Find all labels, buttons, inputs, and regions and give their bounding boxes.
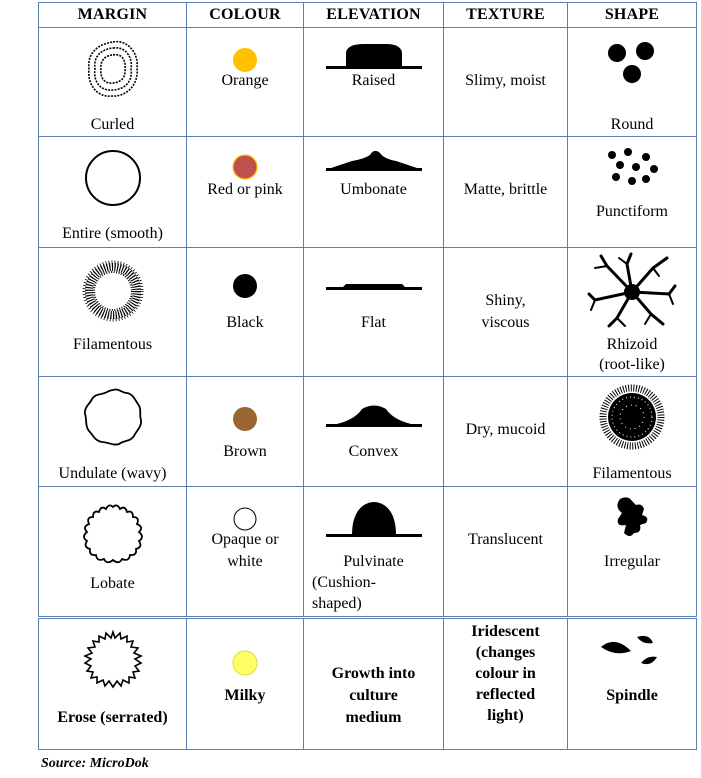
texture-label-line-2: viscous	[481, 314, 530, 331]
table-row	[39, 137, 697, 248]
punctiform-shape-icon	[602, 147, 662, 189]
header-shape: SHAPE	[568, 3, 697, 28]
shape-cell	[568, 377, 697, 487]
pulvinate-elevation-icon	[324, 497, 424, 539]
colour-label: Brown	[223, 443, 267, 460]
shape-label-line-2: (root-like)	[599, 356, 665, 373]
elevation-label-line-3: medium	[345, 709, 402, 726]
colour-cell	[187, 618, 304, 750]
colour-label-line-1: Opaque or	[211, 531, 279, 548]
texture-label-line-2: (changes	[475, 644, 536, 661]
shape-cell	[568, 618, 697, 750]
umbonate-elevation-icon	[324, 147, 424, 173]
texture-cell	[444, 487, 568, 618]
elevation-cell	[304, 618, 444, 750]
colour-cell	[187, 487, 304, 618]
colony-morphology-table	[38, 2, 697, 750]
margin-cell	[39, 487, 187, 618]
texture-label-line-1: Shiny,	[485, 292, 526, 309]
margin-label: Undulate (wavy)	[58, 465, 167, 482]
margin-cell	[39, 618, 187, 750]
texture-label-line-1: Iridescent	[471, 623, 540, 640]
margin-cell	[39, 377, 187, 487]
shape-label: Filamentous	[592, 465, 672, 482]
shape-label: Punctiform	[596, 203, 668, 220]
texture-cell	[444, 618, 568, 750]
elevation-label: Raised	[351, 72, 396, 89]
texture-label-line-4: reflected	[475, 686, 536, 703]
shape-label-line-1: Rhizoid	[606, 336, 658, 353]
colour-label: Red or pink	[207, 181, 283, 198]
curled-margin-icon	[83, 36, 143, 102]
colour-cell	[187, 377, 304, 487]
table-row	[39, 248, 697, 377]
round-shape-icon	[602, 38, 662, 88]
colour-label: Orange	[221, 72, 269, 89]
header-colour: COLOUR	[187, 3, 304, 28]
elevation-label-line-1: Pulvinate	[343, 553, 404, 570]
red-colony-icon	[231, 153, 259, 181]
elevation-cell	[304, 487, 444, 618]
filamentous-shape-icon	[597, 383, 667, 451]
elevation-label: Convex	[348, 443, 399, 460]
elevation-label-line-3: shaped)	[312, 595, 362, 612]
colour-label-line-2: white	[227, 553, 263, 570]
shape-cell	[568, 487, 697, 618]
colour-label: Milky	[224, 687, 266, 704]
texture-label: Dry, mucoid	[465, 421, 546, 438]
margin-label: Filamentous	[72, 336, 153, 353]
margin-cell	[39, 248, 187, 377]
elevation-label-line-2: (Cushion-	[312, 574, 376, 591]
colour-cell	[187, 137, 304, 248]
elevation-cell	[304, 28, 444, 137]
elevation-label-line-1: Growth into	[331, 665, 416, 682]
lobate-margin-icon	[77, 501, 149, 567]
table-row	[39, 377, 697, 487]
colour-label: Black	[226, 314, 264, 331]
source-caption: Source: MicroDok	[41, 756, 149, 771]
margin-label: Entire (smooth)	[62, 225, 163, 242]
entire-margin-icon	[82, 147, 144, 209]
elevation-cell	[304, 137, 444, 248]
table-row	[39, 618, 697, 750]
header-row	[39, 3, 697, 28]
margin-label: Lobate	[90, 575, 135, 592]
raised-elevation-icon	[324, 38, 424, 72]
spindle-shape-icon	[597, 631, 667, 671]
shape-cell	[568, 137, 697, 248]
undulate-margin-icon	[80, 385, 146, 449]
elevation-cell	[304, 248, 444, 377]
irregular-shape-icon	[602, 495, 662, 539]
margin-label: Erose (serrated)	[57, 709, 168, 726]
shape-label: Spindle	[606, 687, 658, 704]
table-row	[39, 487, 697, 618]
shape-cell	[568, 28, 697, 137]
brown-colony-icon	[231, 405, 259, 433]
texture-cell	[444, 137, 568, 248]
margin-cell	[39, 28, 187, 137]
margin-label: Curled	[90, 116, 135, 133]
colour-cell	[187, 248, 304, 377]
colour-cell	[187, 28, 304, 137]
header-margin: MARGIN	[39, 3, 187, 28]
elevation-label-line-2: culture	[349, 687, 398, 704]
filamentous-margin-icon	[78, 258, 148, 324]
table-row	[39, 28, 697, 137]
shape-cell	[568, 248, 697, 377]
elevation-cell	[304, 377, 444, 487]
texture-cell	[444, 248, 568, 377]
header-elevation: ELEVATION	[304, 3, 444, 28]
texture-cell	[444, 377, 568, 487]
elevation-label: Umbonate	[340, 181, 407, 198]
black-colony-icon	[231, 272, 259, 300]
header-texture: TEXTURE	[444, 3, 568, 28]
flat-elevation-icon	[324, 274, 424, 294]
texture-label-line-5: light)	[487, 707, 524, 724]
margin-cell	[39, 137, 187, 248]
convex-elevation-icon	[324, 401, 424, 429]
shape-label: Irregular	[604, 553, 660, 570]
texture-label: Translucent	[468, 531, 543, 548]
elevation-label: Flat	[361, 314, 386, 331]
shape-label: Round	[610, 116, 654, 133]
erose-margin-icon	[77, 629, 149, 691]
texture-label: Slimy, moist	[465, 72, 546, 89]
texture-label-line-3: colour in	[475, 665, 536, 682]
milky-colony-icon	[231, 649, 259, 677]
texture-cell	[444, 28, 568, 137]
rhizoid-shape-icon	[587, 252, 677, 328]
texture-label: Matte, brittle	[463, 181, 548, 198]
